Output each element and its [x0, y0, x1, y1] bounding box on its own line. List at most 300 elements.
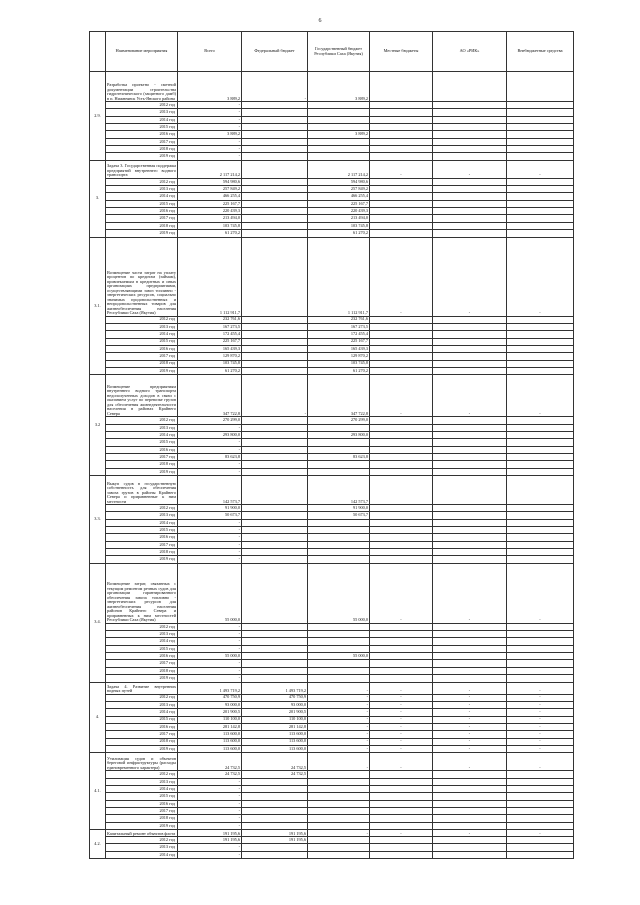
year-label: 2015 год	[106, 338, 178, 345]
value-cell: 103 745,8	[178, 360, 242, 367]
value-cell	[242, 353, 308, 360]
year-row	[90, 851, 574, 858]
value-cell: -	[178, 675, 242, 682]
value-cell	[507, 124, 574, 131]
value-cell: 293 800,0	[178, 431, 242, 438]
header-local: Местные бюджеты	[370, 32, 433, 72]
value-cell	[242, 505, 308, 512]
value-cell: -	[178, 785, 242, 792]
year-label: 2019 год	[106, 675, 178, 682]
value-cell: -	[308, 716, 370, 723]
value-cell: -	[178, 807, 242, 814]
value-cell	[370, 623, 433, 630]
value-cell	[433, 556, 507, 563]
year-row	[90, 667, 574, 674]
year-row	[90, 323, 574, 330]
value-cell: 191 195,6	[242, 837, 308, 844]
value-cell: 103 745,8	[308, 222, 370, 229]
section-row	[90, 476, 574, 505]
value-cell: 110 100,0	[178, 716, 242, 723]
value-cell: -	[178, 102, 242, 109]
value-cell	[370, 116, 433, 123]
value-cell	[308, 468, 370, 475]
value-cell: -	[178, 534, 242, 541]
value-cell	[242, 527, 308, 534]
value-cell	[370, 453, 433, 460]
value-cell	[242, 844, 308, 851]
value-cell	[433, 153, 507, 160]
year-label: 2014 год	[106, 116, 178, 123]
value-cell	[308, 116, 370, 123]
value-cell	[507, 331, 574, 338]
year-row	[90, 638, 574, 645]
value-cell	[242, 222, 308, 229]
value-cell: 165 439,3	[178, 345, 242, 352]
value-cell	[308, 623, 370, 630]
value-cell	[507, 230, 574, 237]
value-cell	[370, 660, 433, 667]
value-cell	[308, 439, 370, 446]
value-cell	[370, 527, 433, 534]
value-cell	[370, 534, 433, 541]
value-cell	[242, 793, 308, 800]
value-cell: -	[370, 701, 433, 708]
value-cell	[308, 549, 370, 556]
value-cell: 24 732,5	[242, 771, 308, 778]
year-row	[90, 338, 574, 345]
year-label: 2014 год	[106, 431, 178, 438]
value-cell: 281 142,8	[178, 723, 242, 730]
year-row	[90, 793, 574, 800]
year-row	[90, 222, 574, 229]
value-cell: 2 117 214,2	[178, 160, 242, 178]
year-row	[90, 453, 574, 460]
value-cell	[242, 208, 308, 215]
value-cell	[433, 778, 507, 785]
value-cell	[370, 367, 433, 374]
year-row	[90, 345, 574, 352]
year-label: 2018 год	[106, 461, 178, 468]
value-cell: -	[178, 468, 242, 475]
value-cell: 129 870,2	[308, 353, 370, 360]
value-cell	[433, 675, 507, 682]
value-cell: 61 270,2	[308, 230, 370, 237]
value-cell	[507, 193, 574, 200]
value-cell: 347 722,8	[308, 375, 370, 417]
value-cell	[507, 353, 574, 360]
year-row	[90, 701, 574, 708]
value-cell	[242, 822, 308, 829]
value-cell	[242, 431, 308, 438]
value-cell	[507, 476, 574, 505]
value-cell: 225 167,7	[178, 338, 242, 345]
value-cell: 50 673,7	[178, 512, 242, 519]
value-cell	[507, 431, 574, 438]
year-label: 2019 год	[106, 468, 178, 475]
year-row	[90, 512, 574, 519]
year-row	[90, 208, 574, 215]
year-label: 2016 год	[106, 534, 178, 541]
value-cell	[242, 675, 308, 682]
value-cell: -	[308, 753, 370, 771]
value-cell: 91 900,0	[178, 505, 242, 512]
value-cell: -	[178, 116, 242, 123]
value-cell	[242, 417, 308, 424]
value-cell	[370, 200, 433, 207]
value-cell: 220 439,3	[308, 208, 370, 215]
value-cell: -	[178, 138, 242, 145]
value-cell: -	[308, 709, 370, 716]
section-row	[90, 830, 574, 837]
item-number: 4.1.	[90, 753, 106, 830]
value-cell: -	[178, 556, 242, 563]
value-cell	[433, 367, 507, 374]
year-label: 2019 год	[106, 745, 178, 752]
value-cell: 167 273,5	[308, 323, 370, 330]
year-row	[90, 116, 574, 123]
value-cell: -	[308, 738, 370, 745]
value-cell: 103 745,8	[178, 222, 242, 229]
value-cell	[308, 800, 370, 807]
value-cell	[433, 785, 507, 792]
value-cell: -	[433, 709, 507, 716]
value-cell	[507, 771, 574, 778]
value-cell: 93 000,0	[178, 701, 242, 708]
value-cell	[242, 323, 308, 330]
header-state: Государственный бюджет Республики Саха (Якутия)	[308, 32, 370, 72]
value-cell	[507, 316, 574, 323]
value-cell	[507, 631, 574, 638]
year-row	[90, 505, 574, 512]
value-cell	[308, 638, 370, 645]
value-cell: -	[308, 731, 370, 738]
budget-table	[89, 31, 574, 859]
year-label: 2017 год	[106, 660, 178, 667]
value-cell	[242, 623, 308, 630]
value-cell: -	[178, 439, 242, 446]
value-cell: 3 889,2	[308, 131, 370, 138]
year-label: 2013 год	[106, 844, 178, 851]
value-cell	[507, 800, 574, 807]
value-cell	[370, 512, 433, 519]
value-cell	[370, 461, 433, 468]
value-cell: -	[242, 72, 308, 102]
value-cell	[433, 645, 507, 652]
value-cell: 83 623,8	[308, 453, 370, 460]
value-cell: -	[433, 237, 507, 316]
value-cell: 225 167,7	[178, 200, 242, 207]
value-cell	[370, 645, 433, 652]
value-cell	[370, 222, 433, 229]
year-row	[90, 645, 574, 652]
year-label: 2019 год	[106, 367, 178, 374]
year-row	[90, 316, 574, 323]
value-cell: 113 600,0	[242, 738, 308, 745]
value-cell	[308, 675, 370, 682]
header-extra: Внебюджетные средства	[507, 32, 574, 72]
value-cell: -	[370, 716, 433, 723]
value-cell	[433, 660, 507, 667]
year-label: 2018 год	[106, 360, 178, 367]
value-cell	[242, 160, 308, 178]
value-cell	[507, 200, 574, 207]
value-cell	[308, 667, 370, 674]
year-row	[90, 723, 574, 730]
item-number: 3.3.	[90, 476, 106, 564]
value-cell	[433, 631, 507, 638]
value-cell	[507, 345, 574, 352]
value-cell: 213 494,0	[308, 215, 370, 222]
item-number: 4.2.	[90, 830, 106, 859]
value-cell: -	[433, 738, 507, 745]
value-cell	[433, 807, 507, 814]
year-label: 2018 год	[106, 549, 178, 556]
year-label: 2018 год	[106, 738, 178, 745]
value-cell	[370, 851, 433, 858]
year-label: 2017 год	[106, 731, 178, 738]
value-cell: -	[433, 701, 507, 708]
year-label: 2016 год	[106, 446, 178, 453]
value-cell: 270 299,0	[178, 417, 242, 424]
value-cell: -	[178, 109, 242, 116]
value-cell	[507, 417, 574, 424]
value-cell: -	[507, 731, 574, 738]
item-number: 4.	[90, 682, 106, 753]
year-row	[90, 738, 574, 745]
value-cell	[507, 186, 574, 193]
value-cell	[433, 72, 507, 102]
value-cell	[370, 771, 433, 778]
value-cell	[507, 645, 574, 652]
value-cell	[308, 785, 370, 792]
year-row	[90, 230, 574, 237]
value-cell: 1 493 719,2	[242, 682, 308, 694]
year-row	[90, 109, 574, 116]
value-cell	[433, 138, 507, 145]
value-cell	[370, 667, 433, 674]
value-cell: -	[507, 716, 574, 723]
value-cell	[433, 505, 507, 512]
year-label: 2013 год	[106, 778, 178, 785]
value-cell: 113 600,0	[178, 745, 242, 752]
value-cell	[370, 72, 433, 102]
value-cell	[370, 800, 433, 807]
value-cell: -	[507, 563, 574, 623]
year-label: 2013 год	[106, 424, 178, 431]
value-cell	[433, 131, 507, 138]
year-row	[90, 771, 574, 778]
year-row	[90, 102, 574, 109]
value-cell	[242, 360, 308, 367]
value-cell	[308, 102, 370, 109]
value-cell	[370, 353, 433, 360]
value-cell	[433, 527, 507, 534]
value-cell: -	[178, 541, 242, 548]
value-cell	[433, 541, 507, 548]
year-row	[90, 778, 574, 785]
value-cell	[433, 453, 507, 460]
value-cell: -	[178, 549, 242, 556]
value-cell: -	[178, 424, 242, 431]
value-cell	[370, 468, 433, 475]
value-cell	[242, 178, 308, 185]
value-cell: 281 142,8	[242, 723, 308, 730]
value-cell: 191 195,6	[242, 830, 308, 837]
value-cell: 129 870,2	[178, 353, 242, 360]
year-label: 2016 год	[106, 131, 178, 138]
value-cell: 172 455,4	[178, 331, 242, 338]
value-cell	[370, 549, 433, 556]
value-cell	[308, 837, 370, 844]
value-cell: -	[433, 563, 507, 623]
value-cell: 2 117 214,2	[308, 160, 370, 178]
value-cell: -	[178, 851, 242, 858]
year-row	[90, 417, 574, 424]
value-cell	[242, 345, 308, 352]
value-cell: -	[507, 709, 574, 716]
value-cell: 3 889,2	[178, 72, 242, 102]
value-cell	[507, 72, 574, 102]
value-cell: -	[507, 738, 574, 745]
value-cell	[242, 186, 308, 193]
value-cell	[308, 124, 370, 131]
value-cell	[370, 778, 433, 785]
value-cell: -	[178, 844, 242, 851]
value-cell: -	[433, 682, 507, 694]
value-cell: 347 722,8	[178, 375, 242, 417]
value-cell	[433, 837, 507, 844]
year-label: 2015 год	[106, 200, 178, 207]
header-name: Наименование мероприятия	[106, 32, 178, 72]
value-cell	[242, 645, 308, 652]
year-label: 2013 год	[106, 323, 178, 330]
value-cell	[433, 793, 507, 800]
value-cell	[242, 124, 308, 131]
value-cell: -	[370, 745, 433, 752]
value-cell: 1 112 911,7	[308, 237, 370, 316]
value-cell: 24 732,5	[178, 771, 242, 778]
year-row	[90, 653, 574, 660]
value-cell: 55 000,0	[308, 653, 370, 660]
value-cell	[433, 345, 507, 352]
value-cell	[308, 822, 370, 829]
year-label: 2016 год	[106, 345, 178, 352]
value-cell	[308, 541, 370, 548]
value-cell	[507, 146, 574, 153]
value-cell	[433, 116, 507, 123]
value-cell: 61 270,2	[308, 367, 370, 374]
item-name: Возмещение предприятиям внутреннего водного транспорта недополученных доходов в связи с оказанием услуг по перевозке грузов для обеспечения жизнедеятельности населения в районах Крайнего Севера	[106, 375, 178, 417]
value-cell	[242, 549, 308, 556]
value-cell	[507, 102, 574, 109]
value-cell	[370, 360, 433, 367]
value-cell: 113 600,0	[242, 731, 308, 738]
item-number: 3.1.	[90, 237, 106, 375]
section-row	[90, 72, 574, 102]
year-row	[90, 623, 574, 630]
value-cell	[433, 360, 507, 367]
year-label: 2015 год	[106, 124, 178, 131]
value-cell	[242, 563, 308, 623]
value-cell	[242, 778, 308, 785]
value-cell	[507, 178, 574, 185]
value-cell: 225 167,7	[308, 200, 370, 207]
value-cell	[433, 844, 507, 851]
value-cell	[507, 556, 574, 563]
year-label: 2012 год	[106, 771, 178, 778]
value-cell	[370, 338, 433, 345]
value-cell	[242, 512, 308, 519]
value-cell: -	[433, 694, 507, 701]
value-cell: -	[507, 237, 574, 316]
value-cell: -	[308, 723, 370, 730]
value-cell	[433, 638, 507, 645]
value-cell: 594 980,6	[178, 178, 242, 185]
value-cell	[308, 851, 370, 858]
page-number: 6	[318, 18, 322, 24]
value-cell: 24 732,5	[178, 753, 242, 771]
item-name: Утилизация судов и объектов береговой инфраструктуры (расходы единовременного характера)	[106, 753, 178, 771]
section-row	[90, 682, 574, 694]
value-cell	[433, 468, 507, 475]
value-cell: -	[178, 667, 242, 674]
value-cell	[242, 534, 308, 541]
value-cell: 594 980,6	[308, 178, 370, 185]
value-cell: 191 195,6	[178, 837, 242, 844]
value-cell: -	[308, 745, 370, 752]
year-label: 2013 год	[106, 186, 178, 193]
value-cell: 55 000,0	[308, 563, 370, 623]
value-cell	[507, 222, 574, 229]
year-row	[90, 461, 574, 468]
value-cell	[370, 208, 433, 215]
year-label: 2017 год	[106, 138, 178, 145]
value-cell	[433, 667, 507, 674]
item-name: Возмещение затрат, связанных с текущим ремонтом речных судов для организации гарантированного обеспечения завоза топливно - энергетических ресурсов для жизнеобеспечения населения районов Крайнего Севера и приравненных к ним местностей Республики Саха (Якутия)	[106, 563, 178, 623]
value-cell: -	[507, 694, 574, 701]
year-row	[90, 131, 574, 138]
year-row	[90, 785, 574, 792]
value-cell: -	[370, 709, 433, 716]
value-cell	[433, 331, 507, 338]
value-cell	[370, 316, 433, 323]
year-label: 2015 год	[106, 645, 178, 652]
year-label: 2013 год	[106, 701, 178, 708]
value-cell	[507, 367, 574, 374]
value-cell	[433, 186, 507, 193]
value-cell	[242, 439, 308, 446]
value-cell	[507, 208, 574, 215]
value-cell	[507, 453, 574, 460]
value-cell	[433, 476, 507, 505]
value-cell	[433, 771, 507, 778]
value-cell	[370, 193, 433, 200]
value-cell: -	[308, 701, 370, 708]
value-cell	[308, 645, 370, 652]
value-cell: -	[433, 830, 507, 837]
value-cell	[308, 424, 370, 431]
year-label: 2018 год	[106, 815, 178, 822]
item-name: Разработка проектно - сметной документации строительства гидротехнического (защитного дамб) в п. Нижнеянск Усть-Янского района	[106, 72, 178, 102]
year-row	[90, 534, 574, 541]
value-cell: 110 100,0	[242, 716, 308, 723]
value-cell: -	[507, 753, 574, 771]
value-cell: 167 273,5	[178, 323, 242, 330]
year-label: 2012 год	[106, 837, 178, 844]
value-cell	[370, 215, 433, 222]
value-cell	[507, 519, 574, 526]
value-cell	[308, 844, 370, 851]
